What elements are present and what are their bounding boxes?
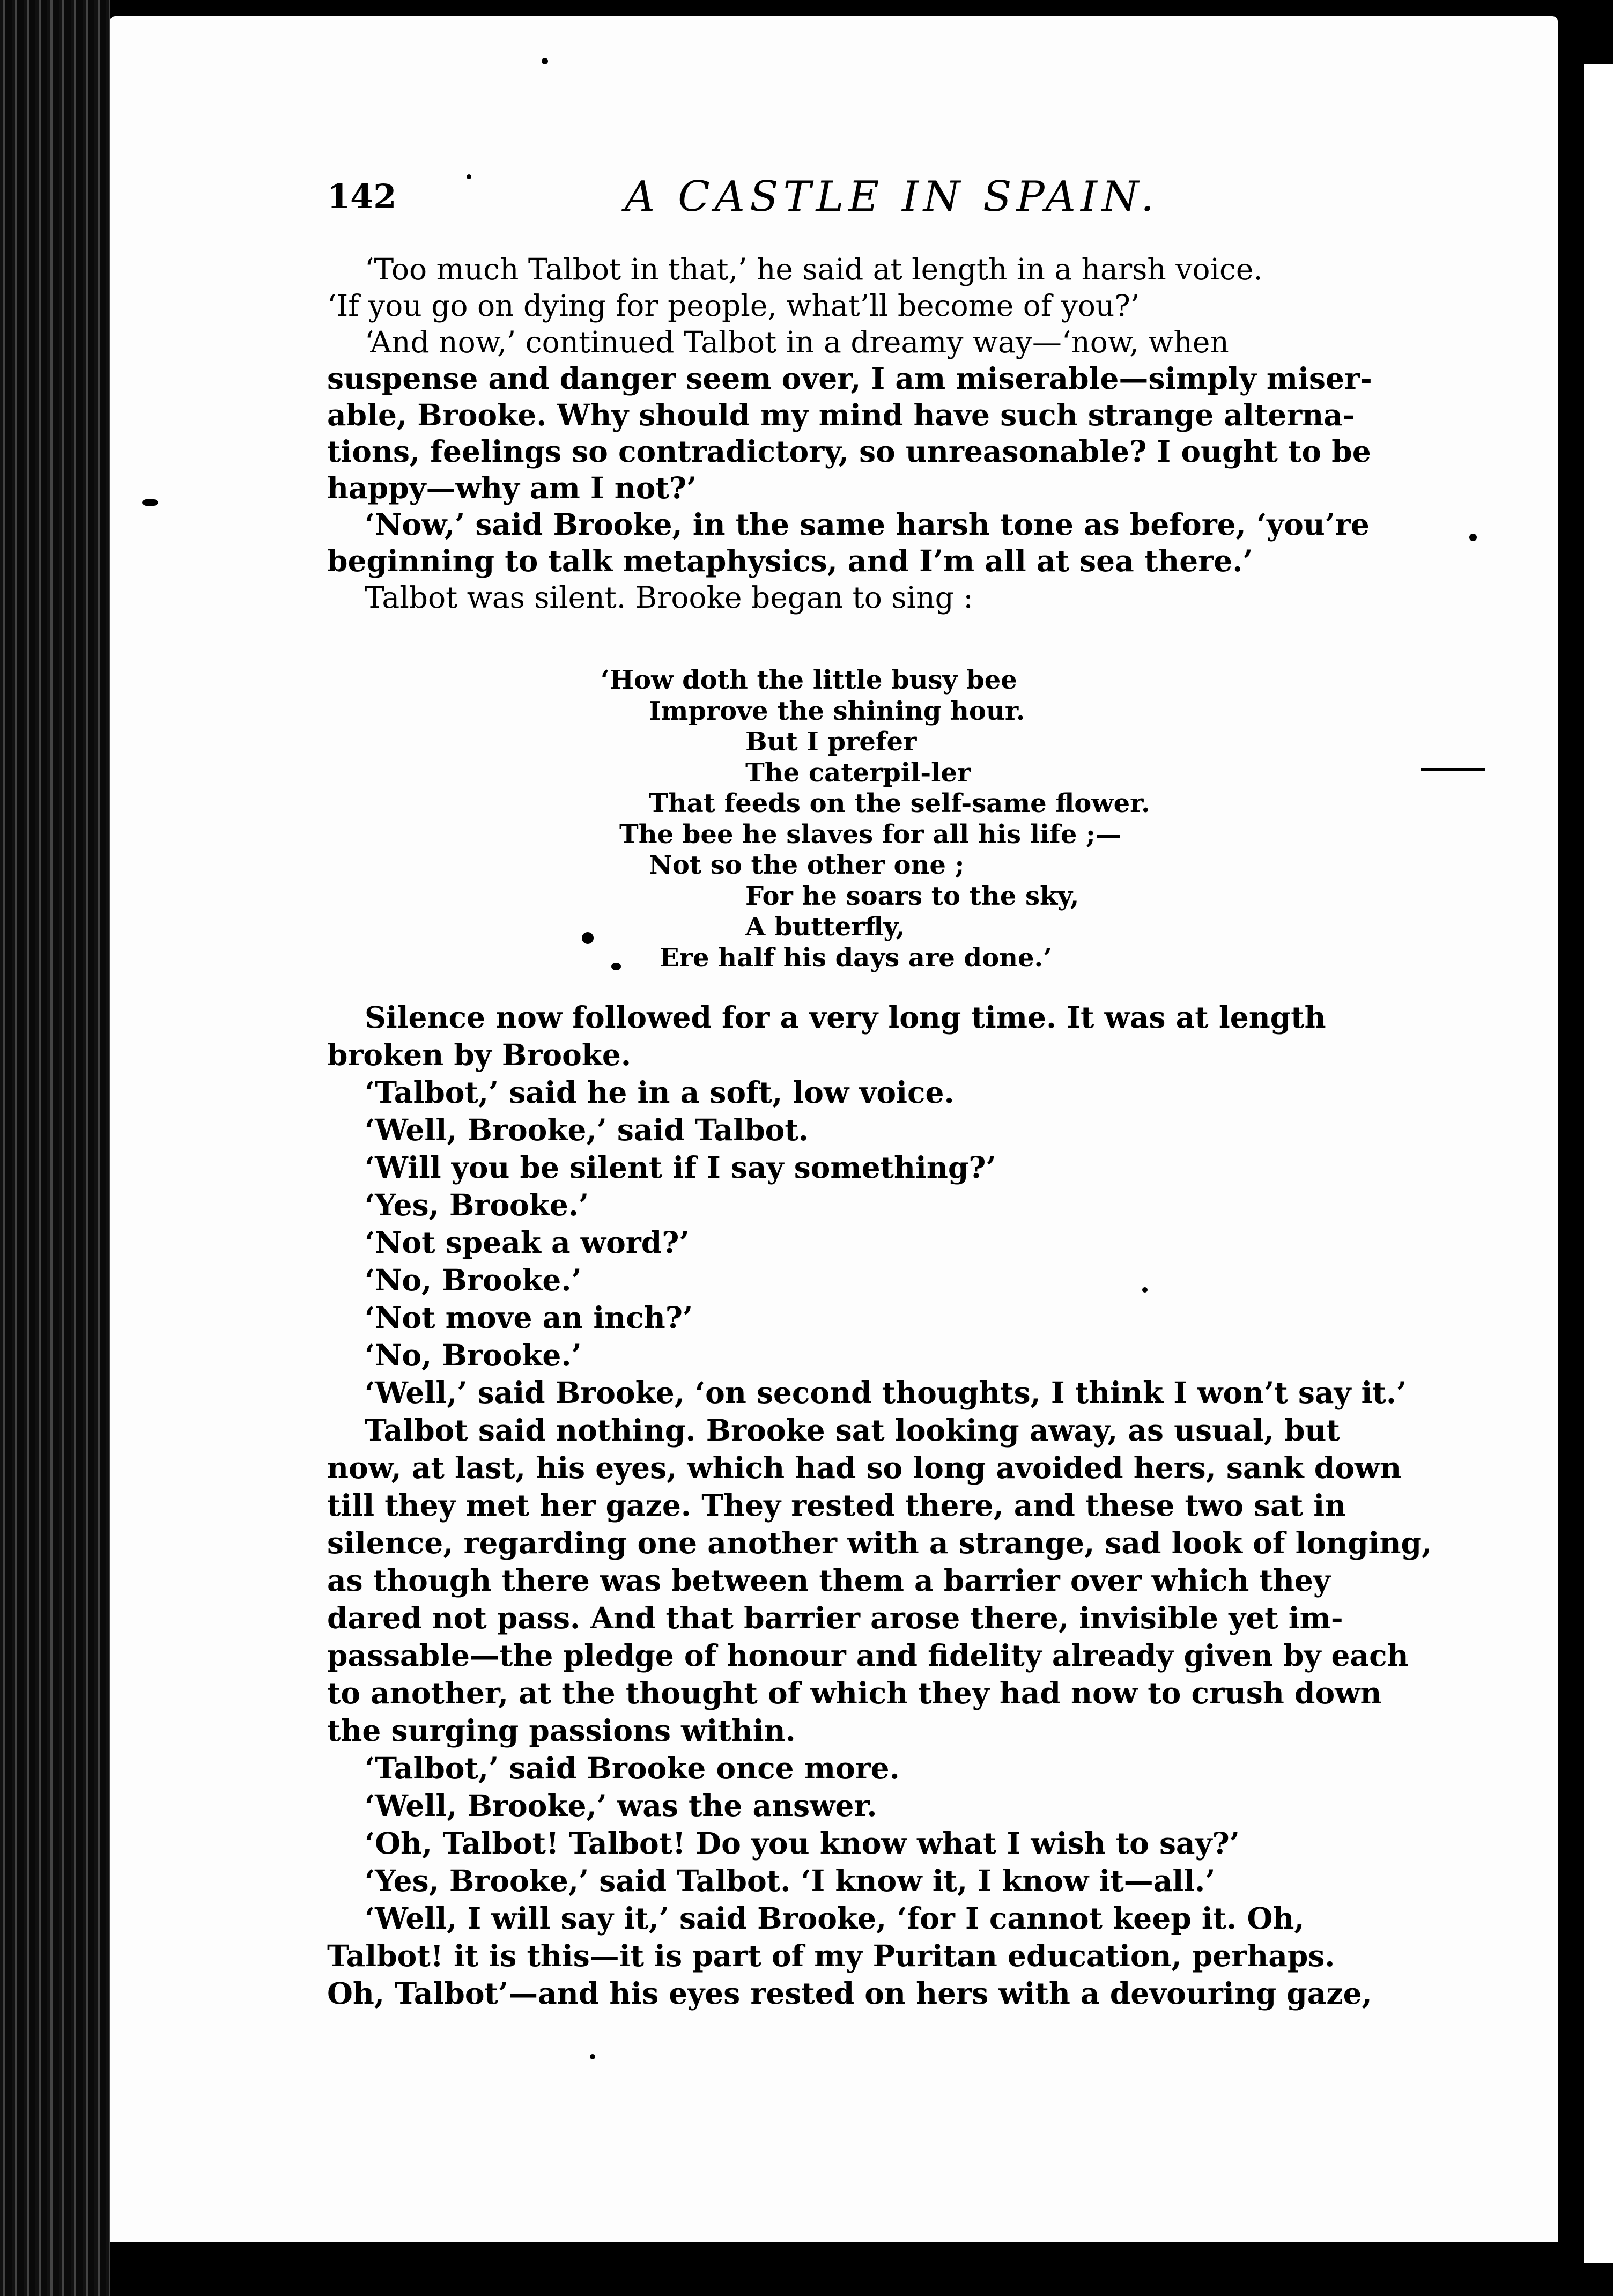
scan-speck	[1142, 1287, 1148, 1293]
text-line: broken by Brooke.	[327, 1037, 631, 1072]
verse-line: The bee he slaves for all his life ;—	[619, 819, 1121, 850]
prose-top	[327, 251, 1432, 616]
scan-speck	[542, 58, 548, 64]
scan-speck	[611, 963, 621, 970]
text-line: now, at last, his eyes, which had so long avoided hers, sank down	[327, 1450, 1402, 1485]
verse-line: ‘How doth the little busy bee	[601, 665, 1017, 695]
text-line: passable—the pledge of honour and fidelity already given by each	[327, 1638, 1409, 1673]
text-line: ‘Too much Talbot in that,’ he said at length in a harsh voice.	[365, 252, 1263, 286]
text-line: tions, feelings so contradictory, so unreasonable? I ought to be	[327, 434, 1371, 469]
verse-line: That feeds on the self-same flower.	[649, 788, 1150, 818]
scan-speck	[1469, 534, 1477, 541]
prose-bottom	[327, 999, 1432, 2012]
text-line: ‘Yes, Brooke,’ said Talbot. ‘I know it, I know it—all.’	[365, 1863, 1216, 1898]
scan-speck	[142, 499, 158, 506]
text-line: the surging passions within.	[327, 1713, 796, 1748]
text-line: ‘Talbot,’ said Brooke once more.	[365, 1751, 900, 1785]
text-line: beginning to talk metaphysics, and I’m all at sea there.’	[327, 543, 1253, 578]
page-number: 142	[327, 177, 397, 216]
text-line: happy—why am I not?’	[327, 470, 697, 505]
text-line: able, Brooke. Why should my mind have such strange alterna-	[327, 397, 1355, 432]
text-line: Talbot said nothing. Brooke sat looking away, as usual, but	[365, 1413, 1340, 1448]
text-line: ‘Not speak a word?’	[365, 1225, 690, 1260]
verse-line: A butterfly,	[745, 912, 905, 942]
verse-line: But I prefer	[745, 727, 917, 757]
text-line: as though there was between them a barrier over which they	[327, 1563, 1330, 1598]
text-line: Talbot! it is this—it is part of my Puritan education, perhaps.	[327, 1938, 1335, 1973]
text-line: dared not pass. And that barrier arose there, invisible yet im-	[327, 1600, 1343, 1635]
text-line: ‘And now,’ continued Talbot in a dreamy way—‘now, when	[365, 325, 1229, 359]
book-title: A CASTLE IN SPAIN.	[625, 173, 1159, 221]
verse-line: Improve the shining hour.	[649, 696, 1025, 726]
text-line: ‘Now,’ said Brooke, in the same harsh tone as before, ‘you’re	[365, 507, 1370, 542]
text-line: Silence now followed for a very long time. It was at length	[365, 1000, 1326, 1035]
text-line: to another, at the thought of which they had now to crush down	[327, 1675, 1382, 1710]
text-line: ‘Oh, Talbot! Talbot! Do you know what I wish to say?’	[365, 1826, 1240, 1861]
song-verse	[327, 665, 1432, 973]
margin-dash	[1421, 768, 1485, 771]
scan-speck	[590, 2054, 595, 2059]
verse-line: Not so the other one ;	[649, 850, 965, 880]
text-line: ‘Well, I will say it,’ said Brooke, ‘for I cannot keep it. Oh,	[365, 1901, 1305, 1936]
text-line: ‘No, Brooke.’	[365, 1263, 582, 1297]
text-line: suspense and danger seem over, I am miserable—simply miser-	[327, 361, 1372, 396]
text-line: ‘If you go on dying for people, what’ll become of you?’	[327, 289, 1140, 323]
text-line: Oh, Talbot’—and his eyes rested on hers with a devouring gaze,	[327, 1976, 1372, 2011]
text-line: silence, regarding one another with a strange, sad look of longing,	[327, 1525, 1432, 1560]
running-head	[327, 173, 1432, 236]
text-line: ‘No, Brooke.’	[365, 1338, 582, 1372]
text-line: ‘Not move an inch?’	[365, 1300, 693, 1335]
text-line: ‘Will you be silent if I say something?’	[365, 1150, 996, 1185]
verse-line: The caterpil-ler	[745, 757, 971, 788]
text-line: ‘Well,’ said Brooke, ‘on second thoughts, I think I won’t say it.’	[365, 1375, 1407, 1410]
text-line: ‘Talbot,’ said he in a soft, low voice.	[365, 1075, 955, 1110]
verse-line: Ere half his days are done.’	[660, 942, 1052, 973]
text-line: ‘Well, Brooke,’ was the answer.	[365, 1788, 877, 1823]
adjacent-page-strip	[1574, 64, 1613, 2263]
scan-speck	[467, 174, 471, 179]
scan-speck	[582, 932, 594, 944]
verse-line: For he soars to the sky,	[745, 881, 1079, 911]
text-line: ‘Yes, Brooke.’	[365, 1187, 589, 1222]
text-line: till they met her gaze. They rested there, and these two sat in	[327, 1488, 1346, 1523]
scan-left-edge	[0, 0, 110, 2296]
text-line: ‘Well, Brooke,’ said Talbot.	[365, 1112, 809, 1147]
text-line: Talbot was silent. Brooke began to sing :	[365, 580, 973, 615]
